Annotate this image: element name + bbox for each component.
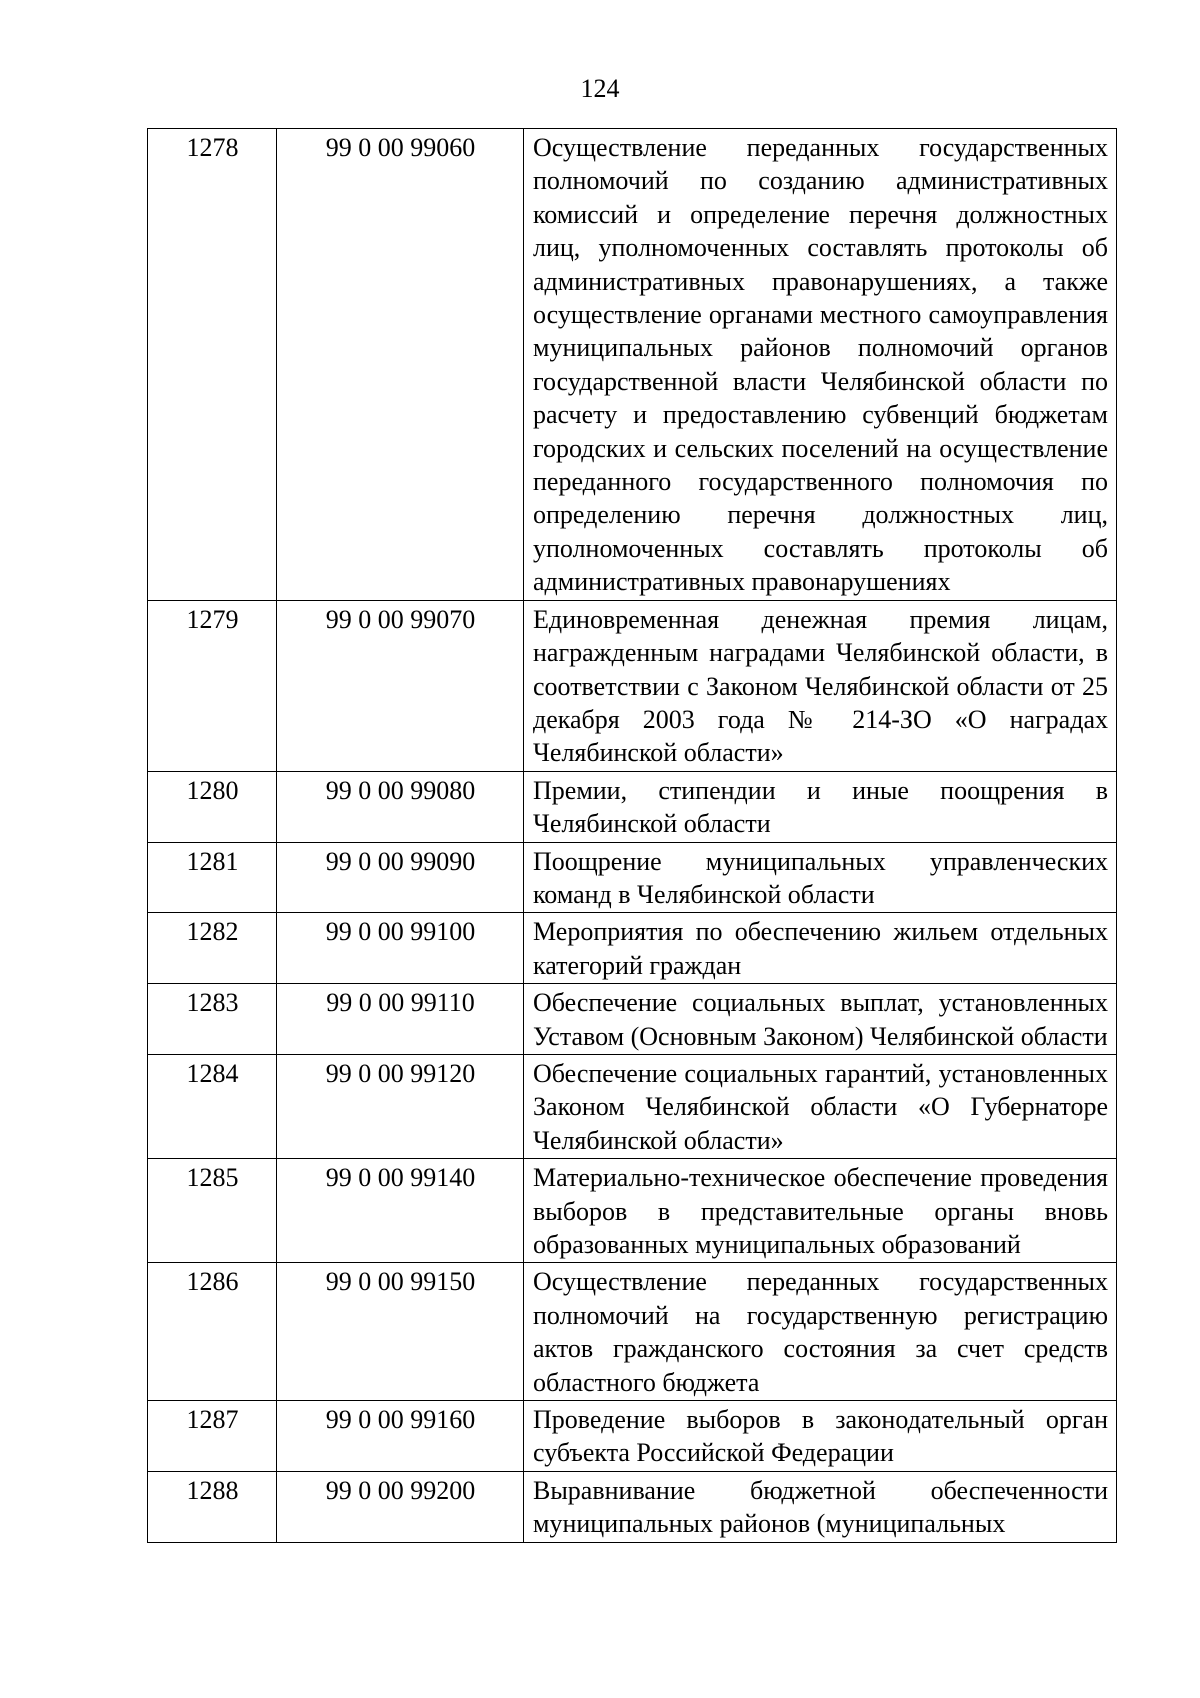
table-row <box>148 842 1117 913</box>
row-description: Проведение выборов в законодательный орган субъекта Российской Федерации <box>524 1401 1117 1472</box>
row-code: 99 0 00 99200 <box>277 1471 524 1542</box>
row-code: 99 0 00 99100 <box>277 913 524 984</box>
table-row <box>148 1159 1117 1263</box>
row-description: Обеспечение социальных выплат, установленных Уставом (Основным Законом) Челябинской области <box>524 984 1117 1055</box>
row-code: 99 0 00 99080 <box>277 771 524 842</box>
table-row <box>148 913 1117 984</box>
table-row <box>148 600 1117 771</box>
page-number: 124 <box>580 74 620 103</box>
table-row <box>148 1401 1117 1472</box>
table-row <box>148 771 1117 842</box>
row-number: 1279 <box>148 600 277 771</box>
row-description: Обеспечение социальных гарантий, установленных Законом Челябинской области «О Губернаторе Челябинской области» <box>524 1054 1117 1158</box>
row-code: 99 0 00 99150 <box>277 1263 524 1401</box>
row-code: 99 0 00 99140 <box>277 1159 524 1263</box>
row-description: Поощрение муниципальных управленческих команд в Челябинской области <box>524 842 1117 913</box>
table-row <box>148 984 1117 1055</box>
row-code: 99 0 00 99060 <box>277 129 524 601</box>
row-code: 99 0 00 99090 <box>277 842 524 913</box>
row-description: Единовременная денежная премия лицам, награжденным наградами Челябинской области, в соответствии с Законом Челябинской области от 25 декабря 2003 года № 214-ЗО «О наградах Челябинской области» <box>524 600 1117 771</box>
row-number: 1283 <box>148 984 277 1055</box>
row-description: Материально-техническое обеспечение проведения выборов в представительные органы вновь образованных муниципальных образований <box>524 1159 1117 1263</box>
row-number: 1280 <box>148 771 277 842</box>
row-code: 99 0 00 99070 <box>277 600 524 771</box>
row-description: Осуществление переданных государственных полномочий на государственную регистрацию актов гражданского состояния за счет средств областного бюджета <box>524 1263 1117 1401</box>
table-row <box>148 1263 1117 1401</box>
row-number: 1286 <box>148 1263 277 1401</box>
row-number: 1287 <box>148 1401 277 1472</box>
row-number: 1278 <box>148 129 277 601</box>
row-code: 99 0 00 99110 <box>277 984 524 1055</box>
table-row <box>148 1471 1117 1542</box>
row-number: 1281 <box>148 842 277 913</box>
row-description: Осуществление переданных государственных полномочий по созданию административных комиссий и определение перечня должностных лиц, уполномоченных составлять протоколы об административных правонарушениях, а также осуществление органами местного самоуправления муниципальных районов полномочий органов государственной власти Челябинской области по расчету и предоставлению субвенций бюджетам городских и сельских поселений на осуществление переданного государственного полномочия по определению перечня должностных лиц, уполномоченных составлять протоколы об административных правонарушениях <box>524 129 1117 601</box>
table-row <box>148 129 1117 601</box>
row-number: 1284 <box>148 1054 277 1158</box>
row-description: Мероприятия по обеспечению жильем отдельных категорий граждан <box>524 913 1117 984</box>
row-description: Премии, стипендии и иные поощрения в Челябинской области <box>524 771 1117 842</box>
row-number: 1282 <box>148 913 277 984</box>
table-row <box>148 1054 1117 1158</box>
row-code: 99 0 00 99160 <box>277 1401 524 1472</box>
row-number: 1285 <box>148 1159 277 1263</box>
row-code: 99 0 00 99120 <box>277 1054 524 1158</box>
budget-table <box>147 128 1117 1543</box>
row-number: 1288 <box>148 1471 277 1542</box>
row-description: Выравнивание бюджетной обеспеченности муниципальных районов (муниципальных <box>524 1471 1117 1542</box>
